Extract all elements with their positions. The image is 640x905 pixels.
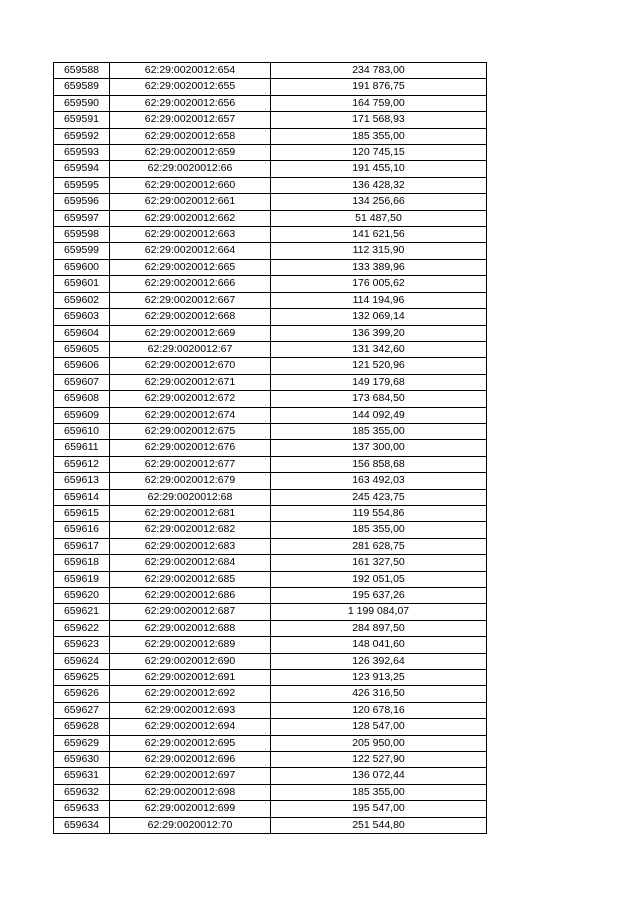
- table-row: [54, 374, 487, 390]
- table-row: [54, 768, 487, 784]
- row-id-cell: 659617: [54, 538, 110, 554]
- cadastral-number-cell: 62:29:0020012:671: [110, 374, 271, 390]
- table-row: [54, 637, 487, 653]
- value-cell: 123 913,25: [271, 670, 487, 686]
- row-id-cell: 659612: [54, 456, 110, 472]
- cadastral-number-cell: 62:29:0020012:681: [110, 505, 271, 521]
- value-cell: 120 745,15: [271, 145, 487, 161]
- cadastral-number-cell: 62:29:0020012:66: [110, 161, 271, 177]
- cadastral-number-cell: 62:29:0020012:695: [110, 735, 271, 751]
- table-row: [54, 752, 487, 768]
- row-id-cell: 659619: [54, 571, 110, 587]
- table-row: [54, 292, 487, 308]
- value-cell: 134 256,66: [271, 194, 487, 210]
- table-row: [54, 784, 487, 800]
- table-row: [54, 325, 487, 341]
- value-cell: 136 399,20: [271, 325, 487, 341]
- cadastral-number-cell: 62:29:0020012:661: [110, 194, 271, 210]
- value-cell: 185 355,00: [271, 423, 487, 439]
- table-row: [54, 489, 487, 505]
- table-row: [54, 112, 487, 128]
- cadastral-number-cell: 62:29:0020012:698: [110, 784, 271, 800]
- row-id-cell: 659625: [54, 670, 110, 686]
- row-id-cell: 659607: [54, 374, 110, 390]
- cadastral-number-cell: 62:29:0020012:684: [110, 555, 271, 571]
- cadastral-number-cell: 62:29:0020012:688: [110, 620, 271, 636]
- row-id-cell: 659592: [54, 128, 110, 144]
- value-cell: 176 005,62: [271, 276, 487, 292]
- row-id-cell: 659615: [54, 505, 110, 521]
- row-id-cell: 659631: [54, 768, 110, 784]
- cadastral-number-cell: 62:29:0020012:699: [110, 801, 271, 817]
- value-cell: 112 315,90: [271, 243, 487, 259]
- value-cell: 128 547,00: [271, 719, 487, 735]
- row-id-cell: 659616: [54, 522, 110, 538]
- cadastral-number-cell: 62:29:0020012:685: [110, 571, 271, 587]
- cadastral-number-cell: 62:29:0020012:67: [110, 341, 271, 357]
- table-row: [54, 423, 487, 439]
- row-id-cell: 659605: [54, 341, 110, 357]
- table-row: [54, 63, 487, 79]
- cadastral-number-cell: 62:29:0020012:694: [110, 719, 271, 735]
- row-id-cell: 659633: [54, 801, 110, 817]
- table-row: [54, 817, 487, 833]
- table-row: [54, 735, 487, 751]
- cadastral-number-cell: 62:29:0020012:690: [110, 653, 271, 669]
- cadastral-number-cell: 62:29:0020012:675: [110, 423, 271, 439]
- table-row: [54, 341, 487, 357]
- value-cell: 185 355,00: [271, 522, 487, 538]
- cadastral-number-cell: 62:29:0020012:691: [110, 670, 271, 686]
- data-table: [53, 62, 487, 834]
- cadastral-number-cell: 62:29:0020012:70: [110, 817, 271, 833]
- cadastral-number-cell: 62:29:0020012:677: [110, 456, 271, 472]
- table-row: [54, 538, 487, 554]
- value-cell: 144 092,49: [271, 407, 487, 423]
- table-row: [54, 407, 487, 423]
- cadastral-number-cell: 62:29:0020012:672: [110, 391, 271, 407]
- value-cell: 185 355,00: [271, 128, 487, 144]
- row-id-cell: 659602: [54, 292, 110, 308]
- row-id-cell: 659606: [54, 358, 110, 374]
- row-id-cell: 659597: [54, 210, 110, 226]
- cadastral-number-cell: 62:29:0020012:659: [110, 145, 271, 161]
- row-id-cell: 659591: [54, 112, 110, 128]
- table-row: [54, 210, 487, 226]
- table-row: [54, 128, 487, 144]
- value-cell: 149 179,68: [271, 374, 487, 390]
- cadastral-number-cell: 62:29:0020012:667: [110, 292, 271, 308]
- cadastral-number-cell: 62:29:0020012:682: [110, 522, 271, 538]
- row-id-cell: 659629: [54, 735, 110, 751]
- table-row: [54, 505, 487, 521]
- row-id-cell: 659594: [54, 161, 110, 177]
- cadastral-number-cell: 62:29:0020012:697: [110, 768, 271, 784]
- table-row: [54, 620, 487, 636]
- row-id-cell: 659599: [54, 243, 110, 259]
- table-row: [54, 473, 487, 489]
- row-id-cell: 659596: [54, 194, 110, 210]
- value-cell: 1 199 084,07: [271, 604, 487, 620]
- value-cell: 205 950,00: [271, 735, 487, 751]
- value-cell: 156 858,68: [271, 456, 487, 472]
- row-id-cell: 659593: [54, 145, 110, 161]
- value-cell: 245 423,75: [271, 489, 487, 505]
- table-row: [54, 391, 487, 407]
- table-row: [54, 95, 487, 111]
- value-cell: 148 041,60: [271, 637, 487, 653]
- row-id-cell: 659611: [54, 440, 110, 456]
- value-cell: 195 637,26: [271, 588, 487, 604]
- row-id-cell: 659621: [54, 604, 110, 620]
- cadastral-number-cell: 62:29:0020012:655: [110, 79, 271, 95]
- row-id-cell: 659601: [54, 276, 110, 292]
- value-cell: 136 428,32: [271, 177, 487, 193]
- table-body: [54, 63, 487, 834]
- value-cell: 122 527,90: [271, 752, 487, 768]
- row-id-cell: 659588: [54, 63, 110, 79]
- cadastral-number-cell: 62:29:0020012:674: [110, 407, 271, 423]
- value-cell: 284 897,50: [271, 620, 487, 636]
- value-cell: 251 544,80: [271, 817, 487, 833]
- row-id-cell: 659600: [54, 259, 110, 275]
- cadastral-number-cell: 62:29:0020012:660: [110, 177, 271, 193]
- table-row: [54, 177, 487, 193]
- row-id-cell: 659623: [54, 637, 110, 653]
- table-row: [54, 243, 487, 259]
- table-row: [54, 358, 487, 374]
- table-row: [54, 440, 487, 456]
- table-row: [54, 309, 487, 325]
- table-row: [54, 571, 487, 587]
- cadastral-number-cell: 62:29:0020012:679: [110, 473, 271, 489]
- table-row: [54, 686, 487, 702]
- cadastral-number-cell: 62:29:0020012:692: [110, 686, 271, 702]
- table-row: [54, 702, 487, 718]
- value-cell: 281 628,75: [271, 538, 487, 554]
- cadastral-number-cell: 62:29:0020012:657: [110, 112, 271, 128]
- row-id-cell: 659620: [54, 588, 110, 604]
- table-row: [54, 161, 487, 177]
- cadastral-number-cell: 62:29:0020012:693: [110, 702, 271, 718]
- row-id-cell: 659634: [54, 817, 110, 833]
- row-id-cell: 659630: [54, 752, 110, 768]
- row-id-cell: 659632: [54, 784, 110, 800]
- value-cell: 141 621,56: [271, 227, 487, 243]
- cadastral-number-cell: 62:29:0020012:664: [110, 243, 271, 259]
- value-cell: 51 487,50: [271, 210, 487, 226]
- cadastral-number-cell: 62:29:0020012:663: [110, 227, 271, 243]
- table-row: [54, 653, 487, 669]
- value-cell: 120 678,16: [271, 702, 487, 718]
- table-row: [54, 588, 487, 604]
- cadastral-number-cell: 62:29:0020012:665: [110, 259, 271, 275]
- row-id-cell: 659614: [54, 489, 110, 505]
- cadastral-number-cell: 62:29:0020012:687: [110, 604, 271, 620]
- value-cell: 171 568,93: [271, 112, 487, 128]
- table-row: [54, 801, 487, 817]
- value-cell: 126 392,64: [271, 653, 487, 669]
- table-row: [54, 227, 487, 243]
- value-cell: 137 300,00: [271, 440, 487, 456]
- value-cell: 234 783,00: [271, 63, 487, 79]
- table-row: [54, 79, 487, 95]
- table-row: [54, 522, 487, 538]
- table-row: [54, 259, 487, 275]
- cadastral-number-cell: 62:29:0020012:689: [110, 637, 271, 653]
- row-id-cell: 659610: [54, 423, 110, 439]
- table-row: [54, 194, 487, 210]
- value-cell: 132 069,14: [271, 309, 487, 325]
- value-cell: 173 684,50: [271, 391, 487, 407]
- row-id-cell: 659609: [54, 407, 110, 423]
- table-row: [54, 145, 487, 161]
- cadastral-number-cell: 62:29:0020012:686: [110, 588, 271, 604]
- table-row: [54, 604, 487, 620]
- cadastral-number-cell: 62:29:0020012:676: [110, 440, 271, 456]
- row-id-cell: 659589: [54, 79, 110, 95]
- row-id-cell: 659604: [54, 325, 110, 341]
- value-cell: 133 389,96: [271, 259, 487, 275]
- cadastral-number-cell: 62:29:0020012:670: [110, 358, 271, 374]
- row-id-cell: 659613: [54, 473, 110, 489]
- value-cell: 163 492,03: [271, 473, 487, 489]
- value-cell: 121 520,96: [271, 358, 487, 374]
- value-cell: 164 759,00: [271, 95, 487, 111]
- value-cell: 195 547,00: [271, 801, 487, 817]
- value-cell: 114 194,96: [271, 292, 487, 308]
- value-cell: 191 876,75: [271, 79, 487, 95]
- cadastral-number-cell: 62:29:0020012:683: [110, 538, 271, 554]
- row-id-cell: 659618: [54, 555, 110, 571]
- row-id-cell: 659627: [54, 702, 110, 718]
- table-row: [54, 276, 487, 292]
- value-cell: 191 455,10: [271, 161, 487, 177]
- cadastral-number-cell: 62:29:0020012:666: [110, 276, 271, 292]
- table-row: [54, 555, 487, 571]
- value-cell: 161 327,50: [271, 555, 487, 571]
- row-id-cell: 659590: [54, 95, 110, 111]
- row-id-cell: 659598: [54, 227, 110, 243]
- cadastral-number-cell: 62:29:0020012:658: [110, 128, 271, 144]
- row-id-cell: 659603: [54, 309, 110, 325]
- cadastral-number-cell: 62:29:0020012:654: [110, 63, 271, 79]
- cadastral-number-cell: 62:29:0020012:68: [110, 489, 271, 505]
- row-id-cell: 659628: [54, 719, 110, 735]
- row-id-cell: 659626: [54, 686, 110, 702]
- value-cell: 192 051,05: [271, 571, 487, 587]
- table-row: [54, 670, 487, 686]
- row-id-cell: 659595: [54, 177, 110, 193]
- cadastral-number-cell: 62:29:0020012:656: [110, 95, 271, 111]
- value-cell: 119 554,86: [271, 505, 487, 521]
- table-row: [54, 719, 487, 735]
- value-cell: 131 342,60: [271, 341, 487, 357]
- row-id-cell: 659624: [54, 653, 110, 669]
- cadastral-number-cell: 62:29:0020012:668: [110, 309, 271, 325]
- value-cell: 426 316,50: [271, 686, 487, 702]
- value-cell: 136 072,44: [271, 768, 487, 784]
- cadastral-number-cell: 62:29:0020012:696: [110, 752, 271, 768]
- cadastral-number-cell: 62:29:0020012:662: [110, 210, 271, 226]
- row-id-cell: 659622: [54, 620, 110, 636]
- row-id-cell: 659608: [54, 391, 110, 407]
- table-row: [54, 456, 487, 472]
- value-cell: 185 355,00: [271, 784, 487, 800]
- cadastral-number-cell: 62:29:0020012:669: [110, 325, 271, 341]
